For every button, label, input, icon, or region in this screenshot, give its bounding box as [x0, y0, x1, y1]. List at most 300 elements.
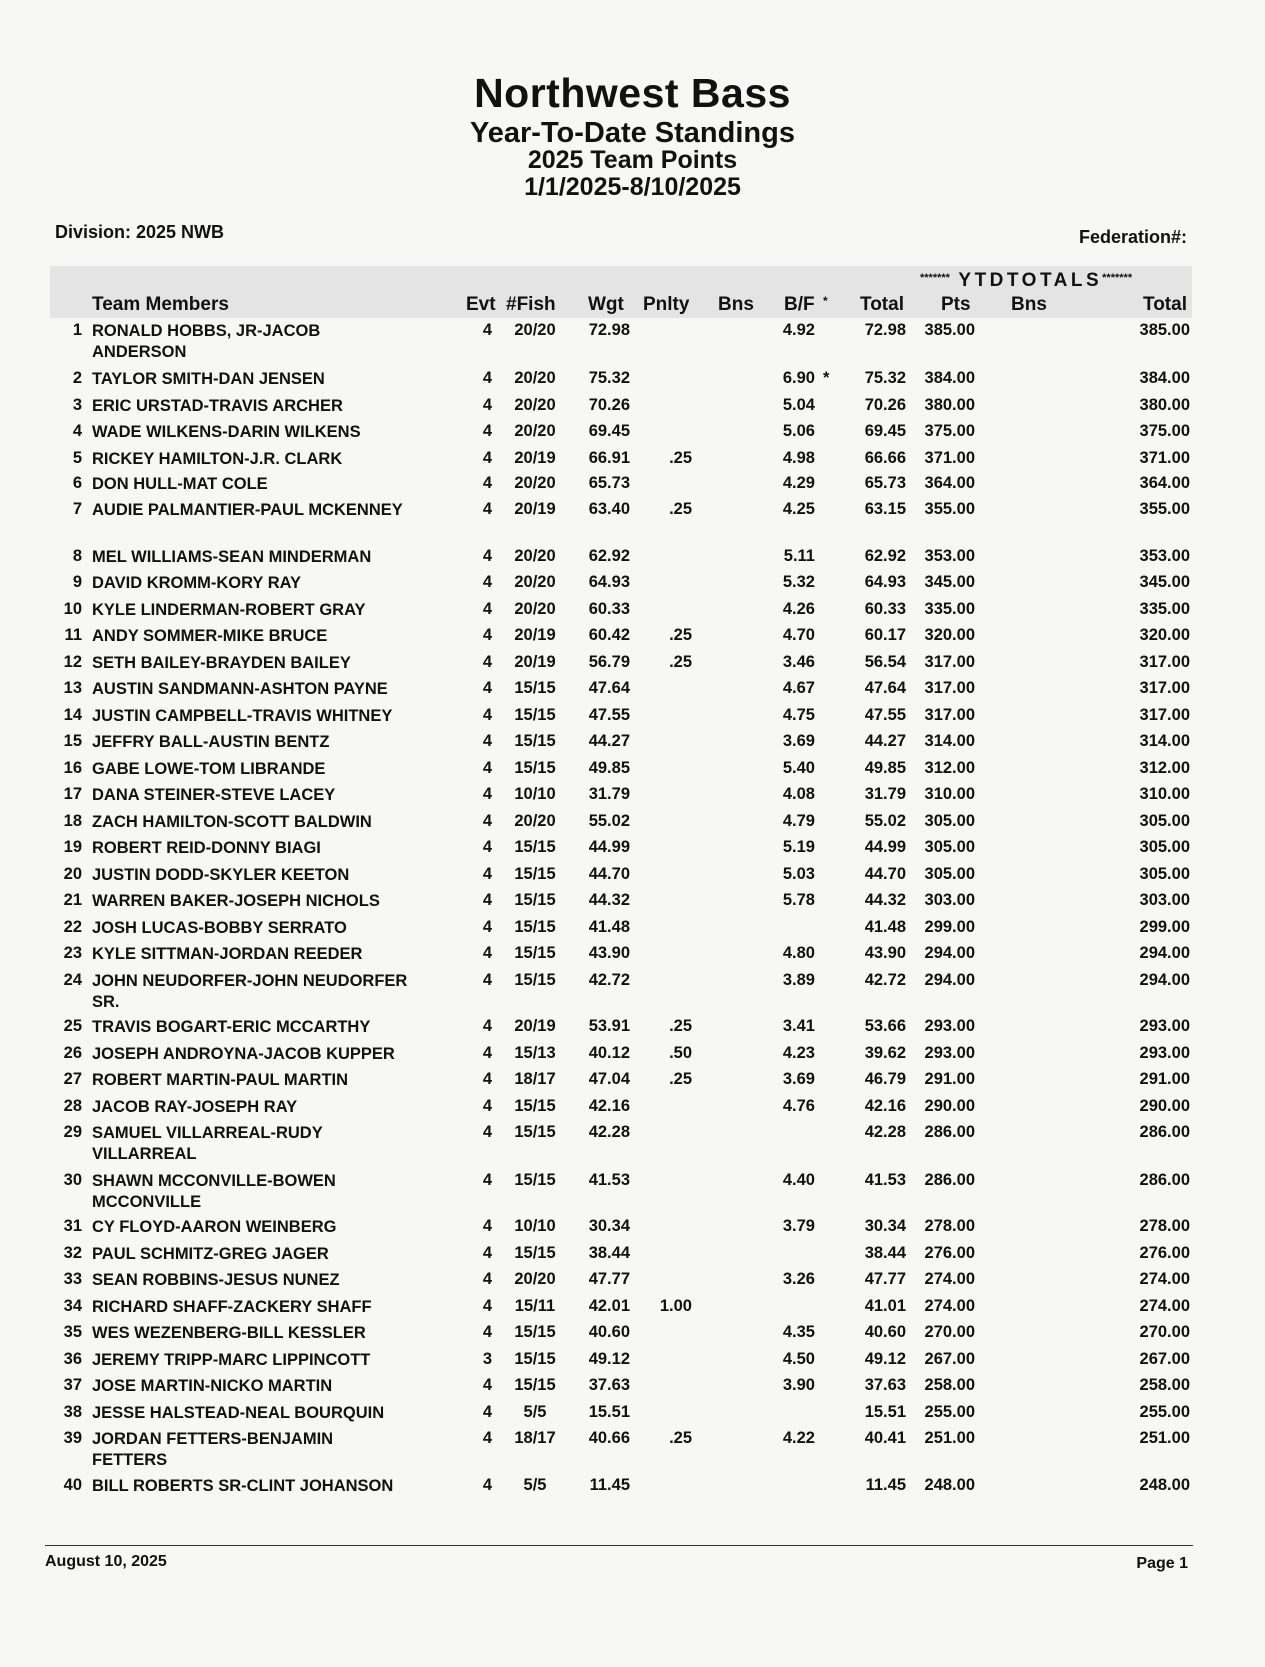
- row-rank: 33: [63, 1270, 82, 1288]
- row-total: 63.15: [864, 500, 906, 518]
- row-bf: 4.40: [782, 1171, 815, 1189]
- row-evt: 4: [482, 679, 492, 697]
- row-team-members: AUSTIN SANDMANN-ASHTON PAYNE: [92, 680, 388, 698]
- row-rank: 7: [72, 500, 82, 518]
- row-total: 65.73: [864, 474, 906, 492]
- row-team-members: JORDAN FETTERS-BENJAMIN FETTERS: [92, 1430, 334, 1469]
- row-team-members: WES WEZENBERG-BILL KESSLER: [92, 1324, 366, 1342]
- row-team-members: AUDIE PALMANTIER-PAUL MCKENNEY: [92, 501, 403, 519]
- row-rank: 14: [63, 706, 82, 724]
- row-pts: 314.00: [924, 732, 975, 750]
- row-fish: 18/17: [514, 1070, 556, 1088]
- row-pts: 345.00: [924, 573, 975, 591]
- row-fish: 15/15: [514, 1350, 556, 1368]
- row-rank: 17: [63, 785, 82, 803]
- row-total: 38.44: [864, 1244, 906, 1262]
- row-team-members: TAYLOR SMITH-DAN JENSEN: [92, 370, 325, 388]
- row-ytd-total: 293.00: [1139, 1044, 1190, 1062]
- row-evt: 4: [482, 1270, 492, 1288]
- row-total: 41.53: [864, 1171, 906, 1189]
- row-team-members: WADE WILKENS-DARIN WILKENS: [92, 423, 361, 441]
- row-pts: 251.00: [924, 1429, 975, 1447]
- row-total: 60.33: [864, 600, 906, 618]
- row-ytd-total: 258.00: [1139, 1376, 1190, 1394]
- row-team-members: DAVID KROMM-KORY RAY: [92, 574, 302, 592]
- row-ytd-total: 364.00: [1139, 474, 1190, 492]
- row-team-members: JUSTIN DODD-SKYLER KEETON: [92, 866, 350, 884]
- row-bf: 4.98: [782, 449, 815, 467]
- row-rank: 26: [63, 1044, 82, 1062]
- row-bf: 6.90: [782, 369, 815, 387]
- row-fish: 15/15: [514, 865, 556, 883]
- row-bf: 5.06: [782, 422, 815, 440]
- row-total: 47.64: [864, 679, 906, 697]
- row-evt: 4: [482, 1403, 492, 1421]
- row-evt: 4: [482, 971, 492, 989]
- row-bf: 4.80: [782, 944, 815, 962]
- report-date-range: 1/1/2025-8/10/2025: [524, 173, 741, 201]
- row-fish: 15/15: [514, 732, 556, 750]
- row-evt: 4: [482, 1044, 492, 1062]
- row-evt: 4: [482, 1244, 492, 1262]
- row-pnlty: .25: [669, 500, 692, 518]
- row-team-members: JEREMY TRIPP-MARC LIPPINCOTT: [92, 1351, 371, 1369]
- row-bf: 5.78: [782, 891, 815, 909]
- row-evt: 4: [482, 500, 492, 518]
- row-wgt: 64.93: [588, 573, 630, 591]
- row-wgt: 49.85: [588, 759, 630, 777]
- row-fish: 15/15: [514, 759, 556, 777]
- header-pts: Pts: [941, 294, 971, 315]
- report-title: Year-To-Date Standings: [470, 117, 795, 149]
- row-team-members: PAUL SCHMITZ-GREG JAGER: [92, 1245, 329, 1263]
- row-wgt: 40.12: [588, 1044, 630, 1062]
- division-label: Division: 2025 NWB: [55, 222, 225, 242]
- row-pts: 290.00: [924, 1097, 975, 1115]
- row-wgt: 55.02: [588, 812, 630, 830]
- row-rank: 4: [72, 422, 82, 440]
- row-evt: 4: [482, 573, 492, 591]
- row-wgt: 38.44: [588, 1244, 630, 1262]
- row-wgt: 43.90: [588, 944, 630, 962]
- row-rank: 28: [63, 1097, 82, 1115]
- row-wgt: 42.28: [588, 1123, 630, 1141]
- header-wgt: Wgt: [588, 294, 624, 315]
- row-evt: 4: [482, 706, 492, 724]
- row-fish: 15/15: [514, 1171, 556, 1189]
- row-pnlty: .50: [669, 1044, 692, 1062]
- row-evt: 3: [482, 1350, 492, 1368]
- row-fish: 15/15: [514, 679, 556, 697]
- row-bf: 4.23: [782, 1044, 815, 1062]
- row-bf: 5.32: [782, 573, 815, 591]
- row-rank: 39: [63, 1429, 82, 1447]
- row-evt: 4: [482, 918, 492, 936]
- header-bf-star: *: [823, 294, 828, 308]
- row-total: 64.93: [864, 573, 906, 591]
- row-evt: 4: [482, 369, 492, 387]
- row-ytd-total: 290.00: [1139, 1097, 1190, 1115]
- federation-label: Federation#:: [1078, 227, 1187, 247]
- row-rank: 5: [72, 449, 82, 467]
- ytd-stars-right: *******: [1102, 272, 1133, 284]
- row-wgt: 11.45: [589, 1476, 630, 1494]
- report-subtitle: 2025 Team Points: [527, 146, 738, 174]
- row-pnlty: .25: [669, 449, 692, 467]
- row-ytd-total: 278.00: [1139, 1217, 1190, 1235]
- row-total: 44.99: [864, 838, 906, 856]
- row-team-members: CY FLOYD-AARON WEINBERG: [92, 1218, 337, 1236]
- row-bf: 4.92: [782, 321, 815, 339]
- row-wgt: 44.70: [588, 865, 630, 883]
- row-pts: 305.00: [924, 812, 975, 830]
- row-ytd-total: 371.00: [1139, 449, 1190, 467]
- header-evt: Evt: [466, 294, 496, 315]
- row-ytd-total: 385.00: [1139, 321, 1190, 339]
- row-pts: 371.00: [924, 449, 975, 467]
- row-team-members: RICHARD SHAFF-ZACKERY SHAFF: [92, 1298, 372, 1316]
- row-total: 37.63: [864, 1376, 906, 1394]
- row-ytd-total: 267.00: [1139, 1350, 1190, 1368]
- row-evt: 4: [482, 1017, 492, 1035]
- row-ytd-total: 353.00: [1139, 547, 1190, 565]
- row-team-members: JOSE MARTIN-NICKO MARTIN: [92, 1377, 333, 1395]
- row-team-members: ROBERT REID-DONNY BIAGI: [92, 839, 321, 857]
- row-total: 44.32: [864, 891, 906, 909]
- row-rank: 16: [63, 759, 82, 777]
- row-fish: 15/15: [514, 1097, 556, 1115]
- row-fish: 20/20: [514, 321, 556, 339]
- row-fish: 10/10: [514, 1217, 556, 1235]
- row-ytd-total: 274.00: [1139, 1297, 1190, 1315]
- row-fish: 15/15: [514, 1123, 556, 1141]
- row-wgt: 44.32: [588, 891, 630, 909]
- row-bf: 3.46: [782, 653, 815, 671]
- row-wgt: 72.98: [588, 321, 630, 339]
- row-fish: 20/19: [514, 626, 556, 644]
- row-ytd-total: 317.00: [1139, 706, 1190, 724]
- row-evt: 4: [482, 944, 492, 962]
- row-wgt: 40.66: [588, 1429, 630, 1447]
- row-pts: 294.00: [924, 971, 975, 989]
- row-ytd-total: 305.00: [1139, 865, 1190, 883]
- row-rank: 3: [72, 396, 82, 414]
- row-total: 44.70: [864, 865, 906, 883]
- row-fish: 15/15: [514, 1323, 556, 1341]
- row-team-members: JESSE HALSTEAD-NEAL BOURQUIN: [92, 1404, 385, 1422]
- row-evt: 4: [482, 785, 492, 803]
- row-wgt: 69.45: [588, 422, 630, 440]
- row-fish: 20/20: [514, 547, 556, 565]
- row-bf: 4.35: [782, 1323, 815, 1341]
- row-total: 41.01: [864, 1297, 906, 1315]
- row-team-members: MEL WILLIAMS-SEAN MINDERMAN: [92, 548, 372, 566]
- row-total: 42.16: [864, 1097, 906, 1115]
- row-pts: 258.00: [924, 1376, 975, 1394]
- row-rank: 19: [63, 838, 82, 856]
- row-pnlty: .25: [669, 1070, 692, 1088]
- row-wgt: 53.91: [588, 1017, 630, 1035]
- row-bf: 4.67: [782, 679, 815, 697]
- header-total: Total: [860, 294, 904, 315]
- header-fish: #Fish: [506, 294, 556, 315]
- row-rank: 13: [63, 679, 82, 697]
- row-total: 56.54: [864, 653, 906, 671]
- row-pts: 267.00: [924, 1350, 975, 1368]
- row-bf: 3.69: [782, 732, 815, 750]
- row-rank: 8: [72, 547, 82, 565]
- row-wgt: 41.53: [588, 1171, 630, 1189]
- row-pnlty: .25: [669, 653, 692, 671]
- row-bf: 5.19: [782, 838, 815, 856]
- row-rank: 20: [63, 865, 82, 883]
- row-team-members: WARREN BAKER-JOSEPH NICHOLS: [92, 892, 380, 910]
- footer-divider: [45, 1545, 1193, 1546]
- row-bf: 4.25: [782, 500, 815, 518]
- row-total: 42.28: [864, 1123, 906, 1141]
- row-team-members: ROBERT MARTIN-PAUL MARTIN: [92, 1071, 349, 1089]
- row-ytd-total: 345.00: [1139, 573, 1190, 591]
- row-total: 15.51: [864, 1403, 906, 1421]
- row-rank: 27: [63, 1070, 82, 1088]
- row-bf: 4.75: [782, 706, 815, 724]
- row-pts: 274.00: [924, 1297, 975, 1315]
- row-evt: 4: [482, 838, 492, 856]
- row-wgt: 30.34: [588, 1217, 630, 1235]
- row-pts: 270.00: [924, 1323, 975, 1341]
- row-wgt: 60.42: [588, 626, 630, 644]
- footer-page-number: Page 1: [1136, 1555, 1188, 1572]
- row-pts: 385.00: [924, 321, 975, 339]
- row-team-members: KYLE SITTMAN-JORDAN REEDER: [92, 945, 363, 963]
- row-pts: 312.00: [924, 759, 975, 777]
- row-wgt: 62.92: [588, 547, 630, 565]
- row-rank: 37: [63, 1376, 82, 1394]
- row-bf: 3.41: [782, 1017, 815, 1035]
- row-pts: 317.00: [924, 679, 975, 697]
- row-evt: 4: [482, 449, 492, 467]
- row-pts: 375.00: [924, 422, 975, 440]
- row-ytd-total: 274.00: [1139, 1270, 1190, 1288]
- row-ytd-total: 286.00: [1139, 1123, 1190, 1141]
- row-pts: 310.00: [924, 785, 975, 803]
- row-total: 31.79: [864, 785, 906, 803]
- row-ytd-total: 291.00: [1139, 1070, 1190, 1088]
- row-total: 41.48: [864, 918, 906, 936]
- row-evt: 4: [482, 891, 492, 909]
- row-team-members: KYLE LINDERMAN-ROBERT GRAY: [92, 601, 366, 619]
- row-total: 49.12: [864, 1350, 906, 1368]
- row-ytd-total: 293.00: [1139, 1017, 1190, 1035]
- row-rank: 18: [63, 812, 82, 830]
- footer-date: August 10, 2025: [45, 1553, 167, 1570]
- row-fish: 20/19: [514, 500, 556, 518]
- row-fish: 20/20: [514, 573, 556, 591]
- header-ytd-bns: Bns: [1011, 294, 1047, 315]
- row-evt: 4: [482, 626, 492, 644]
- row-pts: 293.00: [924, 1044, 975, 1062]
- row-pnlty: .25: [669, 1429, 692, 1447]
- row-wgt: 65.73: [588, 474, 630, 492]
- row-ytd-total: 305.00: [1139, 838, 1190, 856]
- row-fish: 20/20: [514, 422, 556, 440]
- row-team-members: SAMUEL VILLARREAL-RUDY VILLARREAL: [92, 1124, 323, 1163]
- row-fish: 15/11: [514, 1297, 556, 1315]
- row-total: 40.41: [864, 1429, 906, 1447]
- row-wgt: 44.27: [588, 732, 630, 750]
- row-pts: 291.00: [924, 1070, 975, 1088]
- row-wgt: 37.63: [588, 1376, 630, 1394]
- row-evt: 4: [482, 474, 492, 492]
- row-ytd-total: 355.00: [1139, 500, 1190, 518]
- row-pts: 380.00: [924, 396, 975, 414]
- row-wgt: 42.01: [588, 1297, 630, 1315]
- row-wgt: 63.40: [588, 500, 630, 518]
- row-bf: 4.70: [782, 626, 815, 644]
- row-rank: 35: [63, 1323, 82, 1341]
- row-ytd-total: 248.00: [1139, 1476, 1190, 1494]
- row-fish: 15/15: [514, 1376, 556, 1394]
- row-fish: 15/15: [514, 706, 556, 724]
- row-evt: 4: [482, 1429, 492, 1447]
- row-rank: 32: [63, 1244, 82, 1262]
- row-pts: 286.00: [924, 1123, 975, 1141]
- row-wgt: 40.60: [588, 1323, 630, 1341]
- row-total: 47.55: [864, 706, 906, 724]
- row-rank: 9: [72, 573, 82, 591]
- row-team-members: JOSEPH ANDROYNA-JACOB KUPPER: [92, 1045, 395, 1063]
- row-total: 69.45: [864, 422, 906, 440]
- row-total: 42.72: [864, 971, 906, 989]
- row-bf: 3.79: [782, 1217, 815, 1235]
- row-evt: 4: [482, 600, 492, 618]
- row-evt: 4: [482, 1217, 492, 1235]
- row-total: 55.02: [864, 812, 906, 830]
- row-total: 49.85: [864, 759, 906, 777]
- row-rank: 31: [63, 1217, 82, 1235]
- row-pts: 303.00: [924, 891, 975, 909]
- row-evt: 4: [482, 396, 492, 414]
- row-fish: 20/19: [514, 1017, 556, 1035]
- row-fish: 20/19: [514, 449, 556, 467]
- row-ytd-total: 299.00: [1139, 918, 1190, 936]
- row-bf: 3.90: [782, 1376, 815, 1394]
- row-ytd-total: 286.00: [1139, 1171, 1190, 1189]
- row-wgt: 66.91: [588, 449, 630, 467]
- row-pts: 335.00: [924, 600, 975, 618]
- row-team-members: ZACH HAMILTON-SCOTT BALDWIN: [92, 813, 372, 831]
- row-pts: 278.00: [924, 1217, 975, 1235]
- row-ytd-total: 294.00: [1139, 971, 1190, 989]
- row-bf: 4.08: [782, 785, 815, 803]
- row-fish: 10/10: [514, 785, 556, 803]
- row-team-members: ERIC URSTAD-TRAVIS ARCHER: [92, 397, 343, 415]
- row-bf: 4.50: [782, 1350, 815, 1368]
- row-evt: 4: [482, 1297, 492, 1315]
- row-wgt: 44.99: [588, 838, 630, 856]
- ytd-stars-left: *******: [920, 272, 950, 284]
- row-rank: 25: [63, 1017, 82, 1035]
- row-ytd-total: 317.00: [1139, 653, 1190, 671]
- row-pts: 248.00: [924, 1476, 975, 1494]
- row-pts: 364.00: [924, 474, 975, 492]
- row-fish: 15/15: [514, 891, 556, 909]
- row-fish: 20/19: [514, 653, 556, 671]
- row-pts: 286.00: [924, 1171, 975, 1189]
- row-rank: 12: [63, 653, 82, 671]
- row-rank: 22: [63, 918, 82, 936]
- row-total: 53.66: [864, 1017, 906, 1035]
- row-ytd-total: 255.00: [1139, 1403, 1190, 1421]
- row-total: 75.32: [864, 369, 906, 387]
- row-team-members: SHAWN MCCONVILLE-BOWEN MCCONVILLE: [92, 1172, 336, 1211]
- row-pts: 305.00: [924, 838, 975, 856]
- row-evt: 4: [482, 732, 492, 750]
- row-fish: 20/20: [514, 1270, 556, 1288]
- row-team-members: JOHN NEUDORFER-JOHN NEUDORFER SR.: [92, 972, 408, 1011]
- row-team-members: JACOB RAY-JOSEPH RAY: [92, 1098, 298, 1116]
- row-bf: 3.69: [782, 1070, 815, 1088]
- row-pts: 274.00: [924, 1270, 975, 1288]
- row-total: 39.62: [864, 1044, 906, 1062]
- ytd-totals-label: [920, 270, 1132, 292]
- row-bf: 4.79: [782, 812, 815, 830]
- row-evt: 4: [482, 759, 492, 777]
- row-bf-star: *: [823, 369, 830, 387]
- row-pts: 255.00: [924, 1403, 975, 1421]
- row-wgt: 47.77: [588, 1270, 630, 1288]
- row-fish: 20/20: [514, 600, 556, 618]
- row-wgt: 47.04: [588, 1070, 630, 1088]
- row-team-members: JOSH LUCAS-BOBBY SERRATO: [92, 919, 347, 937]
- row-wgt: 15.51: [588, 1403, 630, 1421]
- row-total: 44.27: [864, 732, 906, 750]
- row-team-members: BILL ROBERTS SR-CLINT JOHANSON: [92, 1477, 394, 1495]
- row-bf: 4.22: [782, 1429, 815, 1447]
- row-total: 62.92: [864, 547, 906, 565]
- row-evt: 4: [482, 1097, 492, 1115]
- row-rank: 38: [63, 1403, 82, 1421]
- row-wgt: 56.79: [588, 653, 630, 671]
- row-wgt: 42.72: [588, 971, 630, 989]
- row-fish: 20/20: [514, 369, 556, 387]
- row-rank: 21: [63, 891, 82, 909]
- row-ytd-total: 320.00: [1139, 626, 1190, 644]
- row-rank: 2: [72, 369, 82, 387]
- row-fish: 15/15: [514, 838, 556, 856]
- row-team-members: JEFFRY BALL-AUSTIN BENTZ: [92, 733, 330, 751]
- row-fish: 15/15: [514, 944, 556, 962]
- row-pnlty: .25: [669, 626, 692, 644]
- row-bf: 5.40: [782, 759, 815, 777]
- row-evt: 4: [482, 1171, 492, 1189]
- row-bf: 3.89: [782, 971, 815, 989]
- row-total: 70.26: [864, 396, 906, 414]
- row-pts: 317.00: [924, 706, 975, 724]
- row-pts: 294.00: [924, 944, 975, 962]
- row-pts: 353.00: [924, 547, 975, 565]
- row-ytd-total: 335.00: [1139, 600, 1190, 618]
- row-total: 40.60: [864, 1323, 906, 1341]
- row-team-members: TRAVIS BOGART-ERIC MCCARTHY: [92, 1018, 371, 1036]
- row-ytd-total: 384.00: [1139, 369, 1190, 387]
- row-evt: 4: [482, 812, 492, 830]
- row-rank: 29: [63, 1123, 82, 1141]
- row-evt: 4: [482, 1123, 492, 1141]
- row-ytd-total: 251.00: [1139, 1429, 1190, 1447]
- header-bns: Bns: [718, 294, 754, 315]
- row-rank: 23: [63, 944, 82, 962]
